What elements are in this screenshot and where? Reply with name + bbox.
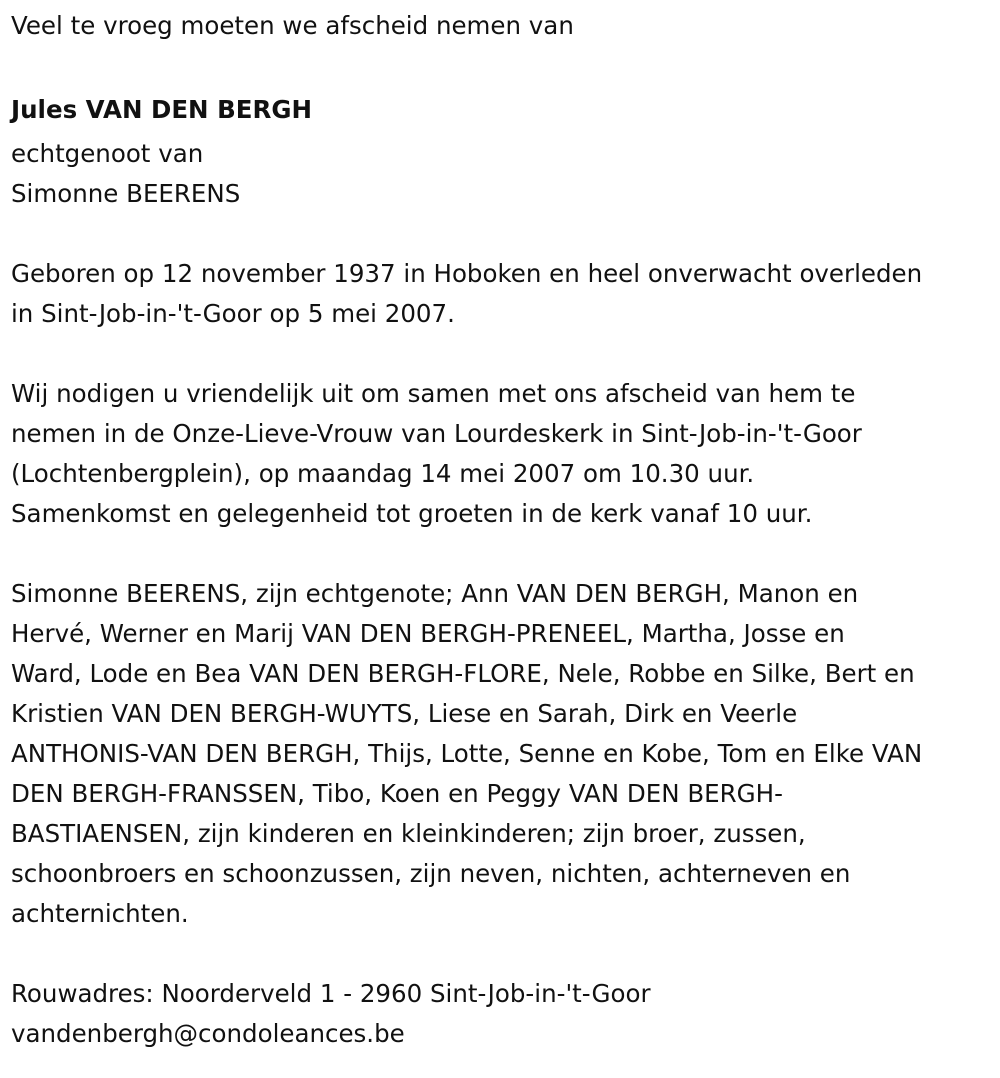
deceased-name: Jules VAN DEN BERGH xyxy=(11,95,312,124)
birth-death-paragraph xyxy=(11,254,991,334)
spacer xyxy=(11,534,991,574)
paragraph-line: Geboren op 12 november 1937 in Hoboken en heel onverwacht overleden xyxy=(11,259,923,288)
paragraph-line: BASTIAENSEN, zijn kinderen en kleinkinderen; zijn broer, zussen, xyxy=(11,819,806,848)
paragraph-line: in Sint-Job-in-'t-Goor op 5 mei 2007. xyxy=(11,299,455,328)
paragraph-line: Samenkomst en gelegenheid tot groeten in de kerk vanaf 10 uur. xyxy=(11,499,813,528)
paragraph-line: nemen in de Onze-Lieve-Vrouw van Lourdeskerk in Sint-Job-in-'t-Goor xyxy=(11,419,862,448)
spouse-name: Simonne BEERENS xyxy=(11,179,241,208)
spouse-relation: echtgenoot van xyxy=(11,139,204,168)
spacer xyxy=(11,46,991,86)
paragraph-line: achternichten. xyxy=(11,899,189,928)
spacer xyxy=(11,934,991,974)
obituary-document xyxy=(11,6,991,1054)
paragraph-line: ANTHONIS-VAN DEN BERGH, Thijs, Lotte, Senne en Kobe, Tom en Elke VAN xyxy=(11,739,923,768)
paragraph-line: schoonbroers en schoonzussen, zijn neven, nichten, achterneven en xyxy=(11,859,851,888)
paragraph-line: DEN BERGH-FRANSSEN, Tibo, Koen en Peggy VAN DEN BERGH- xyxy=(11,779,783,808)
paragraph-line: Simonne BEERENS, zijn echtgenote; Ann VAN DEN BERGH, Manon en xyxy=(11,579,859,608)
paragraph-line: Kristien VAN DEN BERGH-WUYTS, Liese en Sarah, Dirk en Veerle xyxy=(11,699,798,728)
condolence-email: vandenbergh@condoleances.be xyxy=(11,1019,405,1048)
paragraph-line: Hervé, Werner en Marij VAN DEN BERGH-PRENEEL, Martha, Josse en xyxy=(11,619,845,648)
spacer xyxy=(11,214,991,254)
paragraph-line: Ward, Lode en Bea VAN DEN BERGH-FLORE, Nele, Robbe en Silke, Bert en xyxy=(11,659,915,688)
intro-line: Veel te vroeg moeten we afscheid nemen van xyxy=(11,11,574,40)
paragraph-line: Wij nodigen u vriendelijk uit om samen met ons afscheid van hem te xyxy=(11,379,856,408)
invitation-paragraph xyxy=(11,374,991,534)
family-paragraph xyxy=(11,574,991,934)
mourning-address: Rouwadres: Noorderveld 1 - 2960 Sint-Job-in-'t-Goor xyxy=(11,979,651,1008)
spacer xyxy=(11,334,991,374)
paragraph-line: (Lochtenbergplein), op maandag 14 mei 2007 om 10.30 uur. xyxy=(11,459,755,488)
